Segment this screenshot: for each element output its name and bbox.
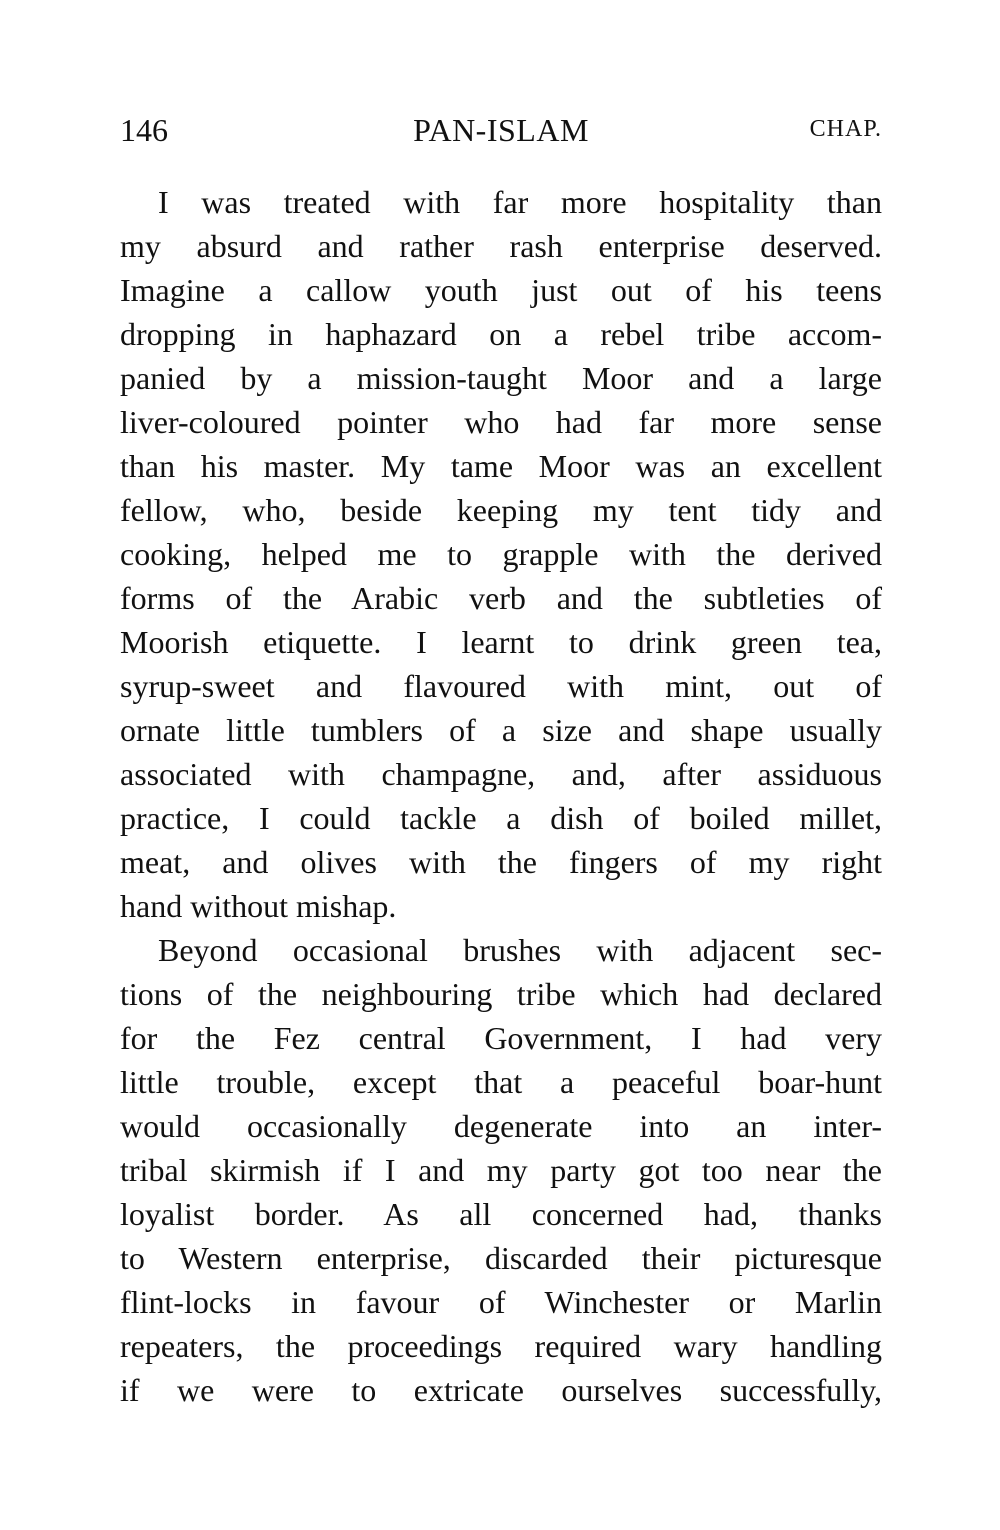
text-line: hand without mishap. (120, 888, 397, 924)
text-line: flint-locks in favour of Winchester or Marlin (120, 1284, 882, 1320)
body-text (120, 180, 882, 1412)
text-line: Imagine a callow youth just out of his teens (120, 272, 882, 308)
text-line: tions of the neighbouring tribe which had declared (120, 976, 882, 1012)
running-title: PAN-ISLAM (413, 112, 589, 148)
text-line: syrup-sweet and flavoured with mint, out of (120, 668, 882, 704)
text-line: fellow, who, beside keeping my tent tidy and (120, 492, 882, 528)
text-line: my absurd and rather rash enterprise deserved. (120, 228, 882, 264)
page-number: 146 (120, 112, 168, 148)
text-line: tribal skirmish if I and my party got too near the (120, 1152, 882, 1188)
text-line: practice, I could tackle a dish of boiled millet, (120, 800, 882, 836)
paragraph (120, 928, 882, 1412)
text-line: cooking, helped me to grapple with the derived (120, 536, 882, 572)
chapter-label: CHAP. (809, 116, 882, 142)
text-line: panied by a mission-taught Moor and a large (120, 360, 882, 396)
text-line: I was treated with far more hospitality than (158, 184, 882, 220)
paragraph (120, 180, 882, 928)
text-line: Moorish etiquette. I learnt to drink green tea, (120, 624, 882, 660)
text-line: meat, and olives with the fingers of my right (120, 844, 882, 880)
text-line: dropping in haphazard on a rebel tribe accom- (120, 316, 882, 352)
text-line: ornate little tumblers of a size and shape usually (120, 712, 882, 748)
text-line: forms of the Arabic verb and the subtleties of (120, 580, 882, 616)
text-line: little trouble, except that a peaceful boar-hunt (120, 1064, 882, 1100)
text-line: to Western enterprise, discarded their picturesque (120, 1240, 882, 1276)
text-line: Beyond occasional brushes with adjacent sec- (158, 932, 882, 968)
text-line: if we were to extricate ourselves successfully, (120, 1372, 882, 1408)
text-line: for the Fez central Government, I had very (120, 1020, 882, 1056)
page-header (120, 112, 882, 152)
text-line: would occasionally degenerate into an inter- (120, 1108, 882, 1144)
text-line: liver-coloured pointer who had far more sense (120, 404, 882, 440)
text-line: associated with champagne, and, after assiduous (120, 756, 882, 792)
text-line: repeaters, the proceedings required wary handling (120, 1328, 882, 1364)
text-line: than his master. My tame Moor was an excellent (120, 448, 882, 484)
text-line: loyalist border. As all concerned had, thanks (120, 1196, 882, 1232)
